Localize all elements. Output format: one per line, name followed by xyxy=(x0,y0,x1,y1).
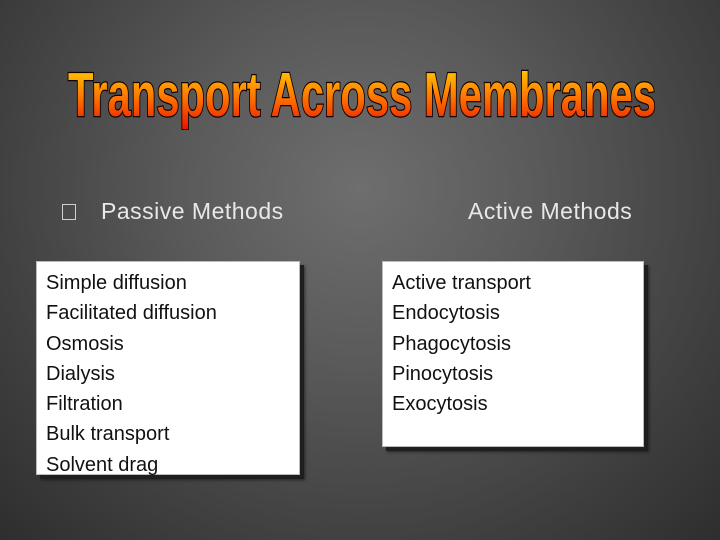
passive-methods-box xyxy=(36,261,300,475)
list-item: Endocytosis xyxy=(392,302,500,325)
list-item: Active transport xyxy=(392,272,531,294)
list-item: Exocytosis xyxy=(392,393,488,416)
active-methods-list xyxy=(383,262,643,419)
passive-methods-list xyxy=(37,262,299,480)
list-item: Simple diffusion xyxy=(46,272,187,294)
list-item: Solvent drag xyxy=(46,453,159,476)
list-item: Dialysis xyxy=(46,362,115,385)
list-item: Bulk transport xyxy=(46,423,170,446)
active-methods-box xyxy=(382,261,644,447)
checkbox-bullet-icon xyxy=(62,204,76,220)
list-item: Osmosis xyxy=(46,332,124,355)
title-wordart xyxy=(62,50,662,130)
list-item: Filtration xyxy=(46,393,123,416)
title-text: Transport Across Membranes xyxy=(68,61,656,130)
passive-methods-heading: Passive Methods xyxy=(101,198,284,224)
slide-title xyxy=(62,50,662,130)
list-item: Pinocytosis xyxy=(392,362,494,385)
active-methods-heading: Active Methods xyxy=(468,198,633,224)
list-item: Phagocytosis xyxy=(392,332,511,355)
list-item: Facilitated diffusion xyxy=(46,302,217,325)
